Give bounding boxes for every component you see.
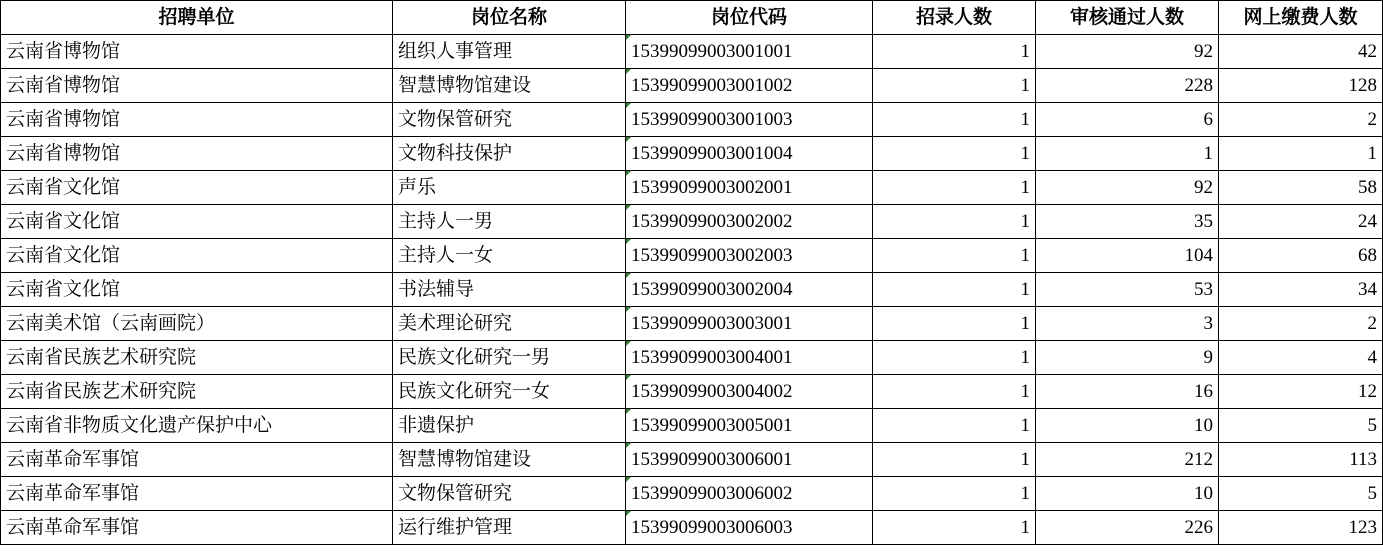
cell-code[interactable]: 15399099003005001 [626,409,873,443]
cell-post[interactable]: 主持人一男 [393,205,626,239]
table-header-row [1,1,1383,35]
cell-pass[interactable]: 228 [1036,69,1219,103]
cell-paid[interactable]: 128 [1219,69,1383,103]
cell-paid[interactable]: 2 [1219,307,1383,341]
cell-unit[interactable]: 云南省民族艺术研究院 [1,341,393,375]
cell-unit[interactable]: 云南省文化馆 [1,239,393,273]
cell-pass[interactable]: 226 [1036,511,1219,545]
cell-post[interactable]: 智慧博物馆建设 [393,443,626,477]
table-row[interactable] [1,443,1383,477]
table-row[interactable] [1,35,1383,69]
cell-hire[interactable]: 1 [873,103,1036,137]
column-header-unit[interactable]: 招聘单位 [1,1,393,35]
cell-pass[interactable]: 212 [1036,443,1219,477]
cell-unit[interactable]: 云南省博物馆 [1,103,393,137]
table-row[interactable] [1,409,1383,443]
cell-hire[interactable]: 1 [873,511,1036,545]
cell-unit[interactable]: 云南革命军事馆 [1,511,393,545]
cell-code[interactable]: 15399099003006001 [626,443,873,477]
cell-paid[interactable]: 123 [1219,511,1383,545]
cell-post[interactable]: 文物保管研究 [393,103,626,137]
cell-post[interactable]: 文物科技保护 [393,137,626,171]
cell-paid[interactable]: 113 [1219,443,1383,477]
cell-post[interactable]: 声乐 [393,171,626,205]
cell-post[interactable]: 主持人一女 [393,239,626,273]
cell-unit[interactable]: 云南省文化馆 [1,205,393,239]
cell-paid[interactable]: 1 [1219,137,1383,171]
column-header-code[interactable]: 岗位代码 [626,1,873,35]
column-header-post[interactable]: 岗位名称 [393,1,626,35]
cell-unit[interactable]: 云南革命军事馆 [1,443,393,477]
cell-code[interactable]: 15399099003002004 [626,273,873,307]
cell-code[interactable]: 15399099003001003 [626,103,873,137]
cell-paid[interactable]: 2 [1219,103,1383,137]
cell-code[interactable]: 15399099003002003 [626,239,873,273]
table-row[interactable] [1,341,1383,375]
cell-hire[interactable]: 1 [873,35,1036,69]
cell-pass[interactable]: 92 [1036,171,1219,205]
cell-unit[interactable]: 云南省博物馆 [1,35,393,69]
cell-hire[interactable]: 1 [873,375,1036,409]
table-row[interactable] [1,273,1383,307]
cell-paid[interactable]: 24 [1219,205,1383,239]
cell-post[interactable]: 美术理论研究 [393,307,626,341]
cell-hire[interactable]: 1 [873,341,1036,375]
column-header-hire[interactable]: 招录人数 [873,1,1036,35]
cell-unit[interactable]: 云南省博物馆 [1,137,393,171]
cell-pass[interactable]: 10 [1036,477,1219,511]
cell-code[interactable]: 15399099003002002 [626,205,873,239]
table-row[interactable] [1,69,1383,103]
cell-pass[interactable]: 6 [1036,103,1219,137]
cell-paid[interactable]: 58 [1219,171,1383,205]
cell-paid[interactable]: 42 [1219,35,1383,69]
cell-unit[interactable]: 云南省博物馆 [1,69,393,103]
table-row[interactable] [1,307,1383,341]
cell-hire[interactable]: 1 [873,409,1036,443]
table-row[interactable] [1,205,1383,239]
cell-paid[interactable]: 4 [1219,341,1383,375]
cell-code[interactable]: 15399099003003001 [626,307,873,341]
cell-code[interactable]: 15399099003001004 [626,137,873,171]
cell-pass[interactable]: 10 [1036,409,1219,443]
cell-pass[interactable]: 1 [1036,137,1219,171]
cell-unit[interactable]: 云南省文化馆 [1,273,393,307]
cell-hire[interactable]: 1 [873,273,1036,307]
cell-hire[interactable]: 1 [873,239,1036,273]
cell-unit[interactable]: 云南美术馆（云南画院） [1,307,393,341]
cell-paid[interactable]: 5 [1219,477,1383,511]
cell-unit[interactable]: 云南省非物质文化遗产保护中心 [1,409,393,443]
cell-pass[interactable]: 16 [1036,375,1219,409]
cell-post[interactable]: 民族文化研究一男 [393,341,626,375]
cell-pass[interactable]: 104 [1036,239,1219,273]
table-body [1,35,1383,545]
cell-paid[interactable]: 68 [1219,239,1383,273]
cell-code[interactable]: 15399099003002001 [626,171,873,205]
table-row[interactable] [1,103,1383,137]
cell-pass[interactable]: 3 [1036,307,1219,341]
cell-hire[interactable]: 1 [873,137,1036,171]
cell-hire[interactable]: 1 [873,205,1036,239]
cell-unit[interactable]: 云南革命军事馆 [1,477,393,511]
cell-code[interactable]: 15399099003001002 [626,69,873,103]
table-row[interactable] [1,477,1383,511]
column-header-pass[interactable]: 审核通过人数 [1036,1,1219,35]
cell-code[interactable]: 15399099003006003 [626,511,873,545]
cell-unit[interactable]: 云南省民族艺术研究院 [1,375,393,409]
cell-unit[interactable]: 云南省文化馆 [1,171,393,205]
cell-pass[interactable]: 92 [1036,35,1219,69]
table-row[interactable] [1,511,1383,545]
cell-hire[interactable]: 1 [873,477,1036,511]
cell-hire[interactable]: 1 [873,307,1036,341]
cell-post[interactable]: 民族文化研究一女 [393,375,626,409]
table-row[interactable] [1,137,1383,171]
table-row[interactable] [1,171,1383,205]
cell-post[interactable]: 文物保管研究 [393,477,626,511]
table-row[interactable] [1,375,1383,409]
cell-hire[interactable]: 1 [873,443,1036,477]
table-row[interactable] [1,239,1383,273]
cell-pass[interactable]: 53 [1036,273,1219,307]
cell-code[interactable]: 15399099003004002 [626,375,873,409]
cell-paid[interactable]: 12 [1219,375,1383,409]
cell-pass[interactable]: 9 [1036,341,1219,375]
cell-pass[interactable]: 35 [1036,205,1219,239]
cell-hire[interactable]: 1 [873,171,1036,205]
column-header-paid[interactable]: 网上缴费人数 [1219,1,1383,35]
cell-post[interactable]: 组织人事管理 [393,35,626,69]
cell-post[interactable]: 书法辅导 [393,273,626,307]
cell-paid[interactable]: 34 [1219,273,1383,307]
cell-hire[interactable]: 1 [873,69,1036,103]
cell-code[interactable]: 15399099003004001 [626,341,873,375]
cell-post[interactable]: 非遗保护 [393,409,626,443]
cell-code[interactable]: 15399099003006002 [626,477,873,511]
cell-post[interactable]: 运行维护管理 [393,511,626,545]
cell-paid[interactable]: 5 [1219,409,1383,443]
cell-code[interactable]: 15399099003001001 [626,35,873,69]
cell-post[interactable]: 智慧博物馆建设 [393,69,626,103]
